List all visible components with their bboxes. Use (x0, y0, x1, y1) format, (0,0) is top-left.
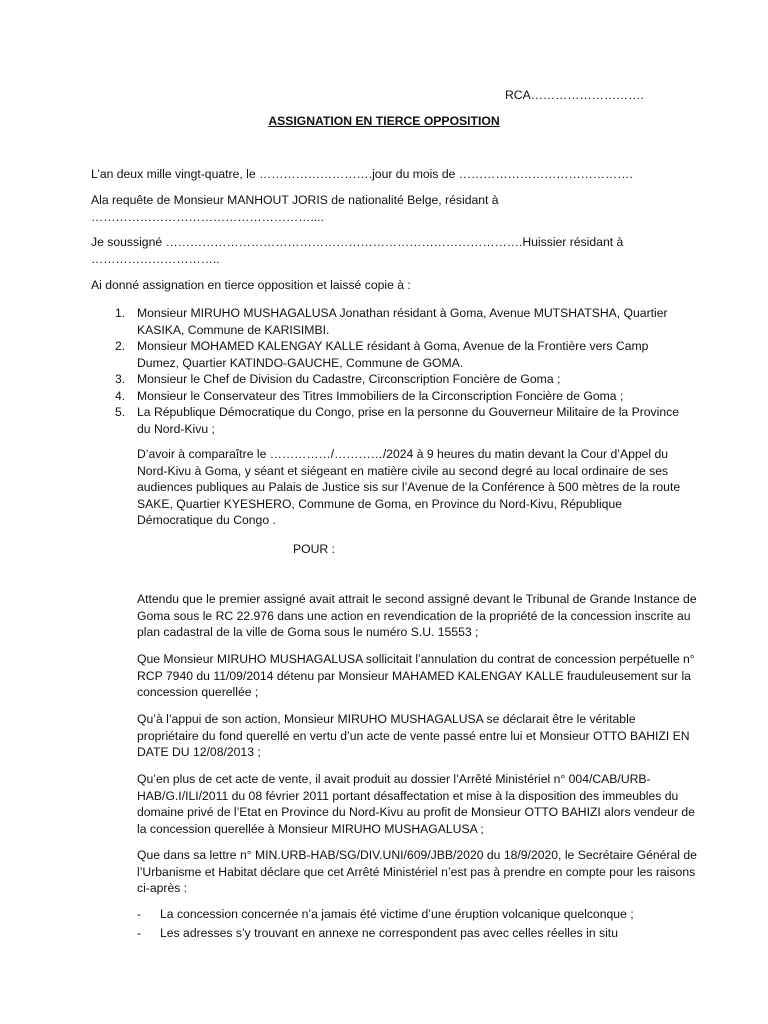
list-number: 5. (115, 405, 126, 419)
list-item (91, 305, 691, 338)
list-text: La concession concernée n’a jamais été victime d’une éruption volcanique quelconque ; (160, 907, 634, 921)
list-number: 1. (115, 306, 126, 320)
rca-reference: RCA………………………. (505, 88, 644, 102)
raisons-list (91, 906, 701, 943)
parties-list (91, 305, 691, 437)
list-item (91, 371, 691, 388)
attendu-paragraph: Que Monsieur MIRUHO MUSHAGALUSA sollicitait l’annulation du contrat de concession perpétuelle n° RCP 7940 du 11/09/2014 détenu par Monsieur MAHAMED KALENGAY KALLE frauduleusement sur la concession querellée ; (137, 652, 695, 699)
list-item (91, 906, 701, 923)
pour-heading: POUR : (293, 542, 335, 556)
list-text: Monsieur MIRUHO MUSHAGALUSA Jonathan résidant à Goma, Avenue MUTSHATSHA, Quartier KASIKA, Commune de KARISIMBI. (137, 306, 668, 337)
assignation-paragraph: Ai donné assignation en tierce opposition et laissé copie à : (91, 278, 411, 292)
huissier-paragraph: Je soussigné …………………………………………………………………………….Huissier résidant à ………………………….. (91, 235, 624, 266)
date-line: L’an deux mille vingt-quatre, le ……………………….jour du mois de ……………………………………. (91, 167, 633, 181)
list-item (91, 404, 691, 437)
list-item (91, 338, 691, 371)
list-text: Les adresses s’y trouvant en annexe ne correspondent pas avec celles réelles in situ (160, 925, 618, 940)
attendu-paragraph: Que dans sa lettre n° MIN.URB-HAB/SG/DIV.UNI/609/JBB/2020 du 18/9/2020, le Secrétaire Général de l’Urbanisme et Habitat déclare que cet Arrêté Ministériel n’est pas à prendre en compte pour les raisons ci-après : (137, 848, 697, 895)
list-text: Monsieur le Conservateur des Titres Immobiliers de la Circonscription Foncière de Goma ; (137, 388, 624, 403)
list-number: 4. (115, 388, 126, 403)
list-text: Monsieur le Chef de Division du Cadastre, Circonscription Foncière de Goma ; (137, 372, 561, 386)
requete-paragraph: Ala requête de Monsieur MANHOUT JORIS de nationalité Belge, résidant à ……………………………………………….... (91, 193, 499, 224)
dash-marker: - (137, 925, 142, 940)
list-item (91, 925, 701, 942)
list-number: 2. (115, 339, 126, 353)
comparaitre-paragraph: D’avoir à comparaître le ……………/…………/2024 à 9 heures du matin devant la Cour d’Appel du Nord-Kivu à Goma, y séant et siégeant en matière civile au second degré au local ordinaire de ses audiences publiques au Palais de Justice sis sur l’Avenue de la Conférence à 500 mètres de la route SAKE, Quartier KYESHERO, Commune de Goma, en Province du Nord-Kivu, République Démocratique du Congo . (137, 447, 681, 527)
list-text: La République Démocratique du Congo, prise en la personne du Gouverneur Militaire de la Province du Nord-Kivu ; (137, 405, 679, 436)
list-item (91, 388, 691, 405)
dash-marker: - (137, 907, 142, 921)
list-text: Monsieur MOHAMED KALENGAY KALLE résidant à Goma, Avenue de la Frontière vers Camp Dumez, Quartier KATINDO-GAUCHE, Commune de GOMA. (137, 339, 649, 370)
attendu-paragraph: Qu’en plus de cet acte de vente, il avait produit au dossier l’Arrêté Ministériel n° 004/CAB/URB-HAB/G.I/ILI/2011 du 08 février 2011 portant désaffectation et mise à la disposition des immeubles du domaine privé de l’Etat en Province du Nord-Kivu au profit de Monsieur OTTO BAHIZI alors vendeur de la concession querellée à Monsieur MIRUHO MUSHAGALUSA ; (137, 772, 695, 836)
document-title: ASSIGNATION EN TIERCE OPPOSITION (268, 114, 500, 128)
list-number: 3. (115, 372, 126, 386)
attendu-paragraph: Qu’à l’appui de son action, Monsieur MIRUHO MUSHAGALUSA se déclarait être le véritable propriétaire du fond querellé en vertu d’un acte de vente passé entre lui et Monsieur OTTO BAHIZI EN DATE DU 12/08/2013 ; (137, 712, 690, 759)
attendu-paragraph: Attendu que le premier assigné avait attrait le second assigné devant le Tribunal de Grande Instance de Goma sous le RC 22.976 dans une action en revendication de la propriété de la concession inscrite au plan cadastral de la ville de Goma sous le numéro S.U. 15553 ; (137, 592, 697, 639)
